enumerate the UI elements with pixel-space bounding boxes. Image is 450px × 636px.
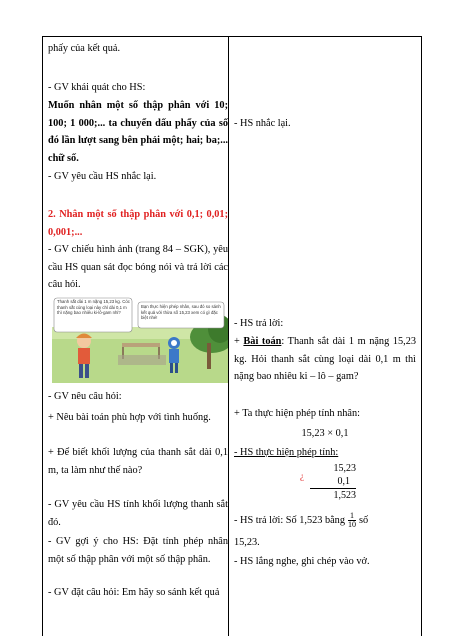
- text-line: - HS lắng nghe, ghi chép vào vở.: [234, 556, 370, 567]
- text-line: 15,23.: [234, 537, 260, 548]
- speech-bubble-1: Thanh sắt dài 1 m nặng 15,23 kg. Cóc thanh sắt cùng loại này chỉ dài 0,1 m thì nặng bao nhiêu ki-lô-gam nhỉ?: [57, 299, 130, 316]
- text-line: - GV chiếu hình ảnh (trang 84 – SGK), yêu cầu HS quan sát đọc bóng nói và trả lời các câu hỏi.: [48, 244, 228, 290]
- text-line: - HS trả lời:: [234, 318, 284, 329]
- text-line: - GV gợi ý cho HS: Đặt tính phép nhân một số thập phân với một số thập phân.: [48, 536, 228, 565]
- table-column-divider: [228, 36, 229, 636]
- product: 1,523: [333, 490, 356, 501]
- text-line: + Nêu bài toán phù hợp với tình huống.: [48, 412, 211, 423]
- multiplication-layout: [300, 462, 356, 502]
- multiply-sign-icon: ¿: [300, 471, 304, 481]
- text-line: + Để biết khối lượng của thanh sắt dài 0,1 m, ta làm như thế nào?: [48, 447, 228, 476]
- text-line: + Ta thực hiện phép tính nhân:: [234, 408, 361, 419]
- problem-label: Bài toán: [243, 336, 282, 347]
- text-line: - GV nêu câu hỏi:: [48, 391, 122, 402]
- textbook-illustration: [52, 297, 228, 383]
- text-line: - GV yêu cầu HS tính khối lượng thanh sắt đó.: [48, 499, 228, 528]
- fraction: [348, 512, 356, 529]
- answer-text: số: [358, 515, 369, 526]
- section-heading: 2. Nhân một số thập phân với 0,1; 0,01; 0,001;...: [48, 209, 228, 238]
- text-line: - HS thực hiện phép tính:: [234, 447, 339, 458]
- text-line: - GV đặt câu hỏi: Em hãy so sánh kết quả: [48, 587, 220, 598]
- text-line: - HS nhắc lại.: [234, 118, 291, 129]
- factor-a: 15,23: [333, 463, 356, 474]
- problem-statement: + Bài toán: Thanh sắt dài 1 m nặng 15,23 kg. Hỏi thanh sắt cùng loại dài 0,1 m thì nặng bao nhiêu ki – lô – gam?: [234, 336, 417, 382]
- answer-line: [234, 512, 416, 530]
- table-border-right: [421, 36, 422, 636]
- table-border-left: [42, 36, 43, 636]
- fraction-numerator: 1: [349, 511, 354, 521]
- table-border-top: [42, 36, 422, 37]
- text-line: phấy của kết quả.: [48, 43, 121, 54]
- speech-bubble-2: Bạn thực hiện phép nhân, sau đó so sánh kết quả với thừa số 15,23 xem có gì đặc biệt nhé!: [141, 304, 221, 321]
- expression: 15,23 × 0,1: [301, 428, 349, 439]
- fraction-denominator: 10: [347, 520, 356, 530]
- answer-text: - HS trả lời: Số 1,523 bằng: [234, 515, 345, 526]
- lesson-table: [42, 36, 422, 636]
- problem-text: : Thanh sắt dài 1 m nặng 15,23 kg. Hỏi thanh sắt cùng loại dài 0,1 m thì nặng bao nhiêu ki – lô – gam?: [234, 336, 417, 382]
- rule-statement: Muốn nhân một số thập phân với 10; 100; 1 000;... ta chuyển dấu phẩy của số đó lần lượt sang bên phải một; hai; ba;... chữ số.: [48, 100, 228, 164]
- factor-b: 0,1: [337, 476, 350, 487]
- text-line: - GV yêu cầu HS nhắc lại.: [48, 171, 157, 182]
- text-line: - GV khái quát cho HS:: [48, 82, 146, 93]
